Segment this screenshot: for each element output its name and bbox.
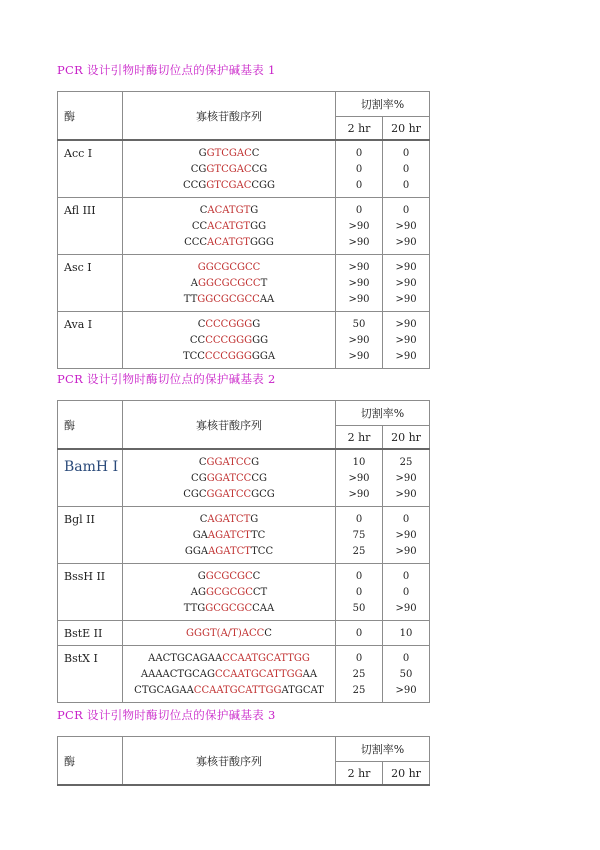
- recognition-site: GCGCGC: [205, 603, 253, 614]
- enzyme-name: BssH II: [58, 564, 123, 621]
- recognition-site: CCCGGG: [204, 351, 252, 362]
- enzyme-table: [57, 91, 430, 369]
- table-caption: PCR 设计引物时酶切位点的保护碱基表 1: [57, 63, 276, 77]
- enzyme-header: 酶: [58, 401, 123, 450]
- flank-5: C: [197, 319, 206, 330]
- sequence-line: [123, 585, 335, 601]
- enzyme-name: Asc I: [58, 255, 123, 312]
- cut-rate-2hr: [336, 255, 383, 312]
- rate-value: 50: [352, 603, 366, 614]
- rate-value: 50: [352, 319, 366, 330]
- rate-value: 0: [355, 628, 363, 639]
- rate-value: >90: [395, 294, 417, 305]
- rate-value: >90: [348, 237, 370, 248]
- flank-5: C: [198, 457, 207, 468]
- recognition-site: GGGT(A/T)ACC: [186, 628, 265, 639]
- flank-3: AA: [259, 294, 275, 305]
- enzyme-name: BamH I: [58, 449, 123, 507]
- table-row: [58, 564, 430, 621]
- recognition-site: GTCGAC: [206, 148, 252, 159]
- sequence-line: [123, 162, 335, 178]
- cut-rate-20hr: [383, 507, 430, 564]
- sequence-line: [123, 601, 335, 617]
- time-20hr-header: 20 hr: [383, 426, 430, 450]
- sequence-line: [123, 276, 335, 292]
- rate-value: 25: [352, 546, 366, 557]
- rate-value: 0: [355, 205, 363, 216]
- flank-5: CCG: [182, 180, 207, 191]
- time-20hr-header: 20 hr: [383, 762, 430, 786]
- sequence-line: [123, 292, 335, 308]
- cut-rate-2hr: [336, 507, 383, 564]
- recognition-site: GGATCC: [206, 473, 252, 484]
- recognition-site: GGCGCGCC: [197, 294, 260, 305]
- sequence-line: [123, 235, 335, 251]
- rate-value: 0: [355, 148, 363, 159]
- flank-5: AG: [190, 587, 206, 598]
- recognition-site: AGATCT: [208, 546, 252, 557]
- flank-3: GG: [250, 221, 267, 232]
- recognition-site: CCAATGCATTGG: [193, 685, 282, 696]
- flank-5: GA: [192, 530, 208, 541]
- recognition-site: GGATCC: [206, 489, 252, 500]
- sequence-line: [123, 512, 335, 528]
- flank-5: CTGCAGAA: [134, 685, 194, 696]
- flank-3: CT: [252, 587, 268, 598]
- flank-5: CG: [190, 164, 207, 175]
- flank-5: AAAACTGCAG: [140, 669, 215, 680]
- sequence-line: [123, 626, 335, 642]
- sequence-line: [123, 683, 335, 699]
- header-row: [58, 92, 430, 117]
- sequence-line: [123, 146, 335, 162]
- rate-value: 0: [355, 571, 363, 582]
- rate-value: >90: [348, 335, 370, 346]
- flank-5: G: [198, 148, 207, 159]
- recognition-site: GCGCGC: [205, 571, 253, 582]
- sequence-header: 寡核苷酸序列: [123, 92, 336, 141]
- recognition-site: GTCGAC: [206, 164, 252, 175]
- sequence-line: [123, 219, 335, 235]
- rate-value: 0: [402, 148, 410, 159]
- flank-3: TC: [250, 530, 266, 541]
- flank-3: GG: [252, 335, 269, 346]
- rate-value: 0: [355, 180, 363, 191]
- sequence-cell: [123, 312, 336, 369]
- sequence-line: [123, 455, 335, 471]
- rate-value: 25: [399, 457, 413, 468]
- rate-value: >90: [348, 221, 370, 232]
- cut-rate-header: 切割率%: [336, 92, 430, 117]
- rate-value: 0: [402, 587, 410, 598]
- flank-5: CC: [191, 221, 208, 232]
- cut-rate-20hr: [383, 140, 430, 198]
- enzyme-name: Acc I: [58, 140, 123, 198]
- table-row: [58, 449, 430, 507]
- rate-value: >90: [395, 546, 417, 557]
- rate-value: 25: [352, 685, 366, 696]
- rate-value: 0: [355, 653, 363, 664]
- flank-5: CG: [191, 473, 207, 484]
- sequence-line: [123, 569, 335, 585]
- rate-value: 0: [355, 164, 363, 175]
- rate-value: >90: [395, 221, 417, 232]
- cut-rate-2hr: [336, 198, 383, 255]
- flank-3: CGG: [251, 180, 276, 191]
- table-row: [58, 140, 430, 198]
- cut-rate-20hr: [383, 255, 430, 312]
- rate-value: 0: [402, 205, 410, 216]
- cut-rate-2hr: [336, 621, 383, 646]
- sequence-line: [123, 349, 335, 365]
- sequence-line: [123, 203, 335, 219]
- flank-3: GGG: [249, 237, 274, 248]
- rate-value: >90: [395, 603, 417, 614]
- rate-value: >90: [395, 351, 417, 362]
- flank-3: ATGCAT: [281, 685, 324, 696]
- flank-5: TTG: [183, 603, 206, 614]
- cut-rate-20hr: [383, 646, 430, 703]
- sequence-line: [123, 333, 335, 349]
- sequence-line: [123, 487, 335, 503]
- flank-5: C: [199, 205, 208, 216]
- enzyme-table: [57, 736, 430, 786]
- flank-5: CCC: [184, 237, 208, 248]
- time-20hr-header: 20 hr: [383, 117, 430, 141]
- sequence-cell: [123, 140, 336, 198]
- sequence-cell: [123, 646, 336, 703]
- sequence-cell: [123, 449, 336, 507]
- sequence-line: [123, 667, 335, 683]
- recognition-site: GGCGCGCC: [197, 262, 261, 273]
- sequence-line: [123, 651, 335, 667]
- flank-5: CGC: [183, 489, 207, 500]
- sequence-line: [123, 471, 335, 487]
- sequence-cell: [123, 564, 336, 621]
- sequence-cell: [123, 507, 336, 564]
- rate-value: >90: [348, 278, 370, 289]
- cut-rate-2hr: [336, 646, 383, 703]
- cut-rate-20hr: [383, 449, 430, 507]
- time-2hr-header: 2 hr: [336, 426, 383, 450]
- rate-value: >90: [395, 335, 417, 346]
- enzyme-table: [57, 400, 430, 703]
- flank-3: AA: [302, 669, 318, 680]
- rate-value: 0: [402, 653, 410, 664]
- flank-5: TCC: [182, 351, 205, 362]
- rate-value: >90: [395, 262, 417, 273]
- recognition-site: CCAATGCATTGG: [222, 653, 310, 664]
- rate-value: >90: [395, 278, 417, 289]
- recognition-site: GGATCC: [206, 457, 252, 468]
- table-row: [58, 198, 430, 255]
- flank-5: AACTGCAGAA: [148, 653, 223, 664]
- recognition-site: ACATGT: [207, 221, 251, 232]
- cut-rate-2hr: [336, 449, 383, 507]
- cut-rate-header: 切割率%: [336, 737, 430, 762]
- rate-value: 10: [352, 457, 366, 468]
- rate-value: >90: [348, 473, 370, 484]
- rate-value: >90: [348, 351, 370, 362]
- flank-3: TCC: [251, 546, 274, 557]
- flank-3: C: [251, 148, 260, 159]
- header-row: [58, 401, 430, 426]
- table-row: [58, 646, 430, 703]
- sequence-line: [123, 528, 335, 544]
- rate-value: 50: [399, 669, 413, 680]
- recognition-site: CCCGGG: [205, 319, 253, 330]
- flank-3: G: [250, 205, 259, 216]
- recognition-site: ACATGT: [207, 237, 250, 248]
- enzyme-header: 酶: [58, 737, 123, 786]
- recognition-site: GCGCGC: [205, 587, 253, 598]
- flank-3: T: [260, 278, 268, 289]
- rate-value: 10: [399, 628, 413, 639]
- sequence-line: [123, 544, 335, 560]
- sequence-line: [123, 260, 335, 276]
- enzyme-name: Ava I: [58, 312, 123, 369]
- flank-5: TT: [183, 294, 198, 305]
- rate-value: >90: [348, 262, 370, 273]
- flank-3: G: [250, 514, 259, 525]
- enzyme-name: Bgl II: [58, 507, 123, 564]
- time-2hr-header: 2 hr: [336, 117, 383, 141]
- rate-value: >90: [348, 294, 370, 305]
- enzyme-header: 酶: [58, 92, 123, 141]
- recognition-site: ACATGT: [207, 205, 251, 216]
- rate-value: 0: [355, 587, 363, 598]
- rate-value: 0: [402, 164, 410, 175]
- rate-value: 0: [402, 180, 410, 191]
- rate-value: 25: [352, 669, 366, 680]
- flank-5: GGA: [184, 546, 209, 557]
- rate-value: >90: [395, 473, 417, 484]
- header-row: [58, 737, 430, 762]
- flank-5: G: [197, 571, 206, 582]
- flank-3: C: [264, 628, 272, 639]
- table-caption: PCR 设计引物时酶切位点的保护碱基表 2: [57, 372, 276, 386]
- table-row: [58, 312, 430, 369]
- flank-3: C: [252, 571, 261, 582]
- cut-rate-20hr: [383, 198, 430, 255]
- flank-3: GGA: [251, 351, 276, 362]
- flank-3: GCG: [251, 489, 275, 500]
- rate-value: >90: [395, 237, 417, 248]
- rate-value: 0: [355, 514, 363, 525]
- recognition-site: GGCGCGCC: [198, 278, 261, 289]
- cut-rate-2hr: [336, 140, 383, 198]
- cut-rate-20hr: [383, 564, 430, 621]
- cut-rate-2hr: [336, 312, 383, 369]
- recognition-site: AGATCT: [207, 514, 251, 525]
- sequence-header: 寡核苷酸序列: [123, 737, 336, 786]
- flank-3: G: [252, 319, 261, 330]
- flank-3: G: [251, 457, 260, 468]
- rate-value: 0: [402, 571, 410, 582]
- cut-rate-20hr: [383, 312, 430, 369]
- recognition-site: CCAATGCATTGG: [214, 669, 303, 680]
- recognition-site: GTCGAC: [206, 180, 252, 191]
- rate-value: >90: [395, 489, 417, 500]
- rate-value: 0: [402, 514, 410, 525]
- sequence-cell: [123, 198, 336, 255]
- rate-value: >90: [348, 489, 370, 500]
- recognition-site: AGATCT: [207, 530, 251, 541]
- cut-rate-header: 切割率%: [336, 401, 430, 426]
- table-row: [58, 621, 430, 646]
- enzyme-name: BstX I: [58, 646, 123, 703]
- flank-3: CAA: [252, 603, 275, 614]
- table-caption: PCR 设计引物时酶切位点的保护碱基表 3: [57, 708, 276, 722]
- rate-value: >90: [395, 530, 417, 541]
- table-row: [58, 255, 430, 312]
- flank-5: A: [190, 278, 198, 289]
- sequence-line: [123, 317, 335, 333]
- rate-value: >90: [395, 685, 417, 696]
- enzyme-name: BstE II: [58, 621, 123, 646]
- flank-3: CG: [251, 164, 268, 175]
- flank-3: CG: [251, 473, 267, 484]
- rate-value: 75: [352, 530, 366, 541]
- rate-value: >90: [395, 319, 417, 330]
- flank-5: C: [199, 514, 208, 525]
- cut-rate-20hr: [383, 621, 430, 646]
- cut-rate-2hr: [336, 564, 383, 621]
- sequence-line: [123, 178, 335, 194]
- enzyme-name: Afl III: [58, 198, 123, 255]
- flank-5: CC: [189, 335, 206, 346]
- recognition-site: CCCGGG: [205, 335, 253, 346]
- table-row: [58, 507, 430, 564]
- time-2hr-header: 2 hr: [336, 762, 383, 786]
- sequence-header: 寡核苷酸序列: [123, 401, 336, 450]
- sequence-cell: [123, 621, 336, 646]
- sequence-cell: [123, 255, 336, 312]
